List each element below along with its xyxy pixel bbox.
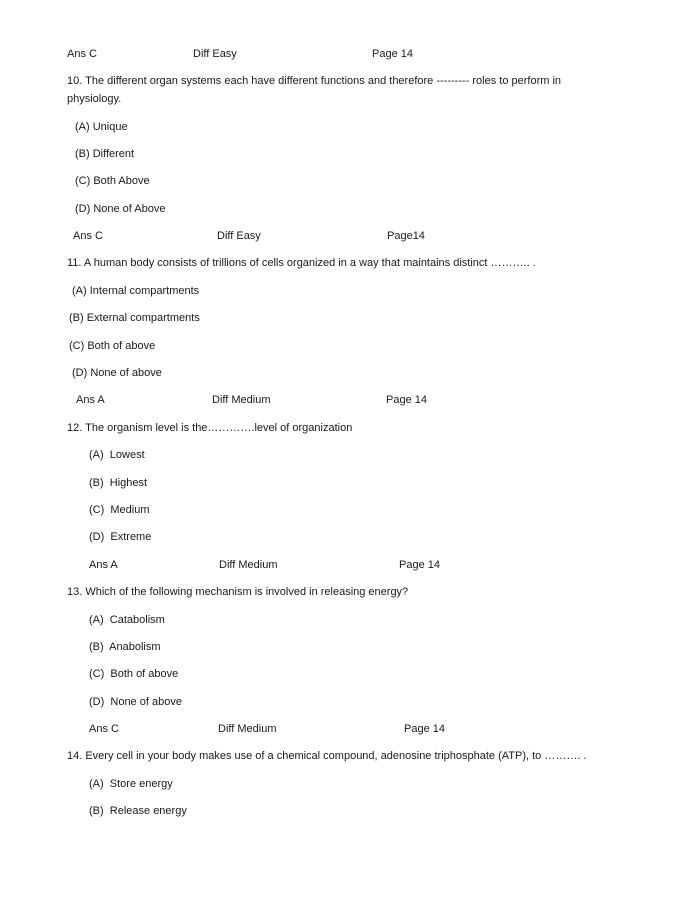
option-a: (A) Internal compartments — [72, 285, 200, 297]
page-ref: Page14 — [387, 230, 425, 242]
option-a: (A) Lowest — [89, 449, 145, 461]
answer: Ans C — [67, 48, 97, 60]
page-ref: Page 14 — [404, 723, 445, 735]
option-d: (D) None of above — [72, 367, 162, 379]
option-d: (D) Extreme — [89, 531, 152, 543]
page-ref: Page 14 — [372, 48, 413, 60]
question-text: 14. Every cell in your body makes use of a chemical compound, adenosine triphosphate (ATP), to ………. . — [67, 750, 587, 762]
option-a: (A) Store energy — [89, 778, 173, 790]
page-ref: Page 14 — [386, 394, 427, 406]
answer: Ans A — [89, 559, 118, 571]
question-text: 13. Which of the following mechanism is involved in releasing energy? — [67, 586, 409, 598]
option-a: (A) Unique — [75, 121, 128, 133]
difficulty: Diff Easy — [193, 48, 237, 60]
question-text: 11. A human body consists of trillions of cells organized in a way that maintains distinct ……….. . — [67, 257, 536, 269]
option-b: (B) Highest — [89, 477, 148, 489]
difficulty: Diff Medium — [212, 394, 271, 406]
answer: Ans C — [89, 723, 119, 735]
option-b: (B) Anabolism — [89, 641, 161, 653]
difficulty: Diff Medium — [218, 723, 277, 735]
option-d: (D) None of above — [89, 696, 182, 708]
option-d: (D) None of Above — [75, 203, 166, 215]
question-text: 10. The different organ systems each have different functions and therefore --------- roles to perform in — [67, 75, 562, 87]
option-c: (C) Medium — [89, 504, 150, 516]
option-b: (B) External compartments — [69, 312, 200, 324]
option-b: (B) Different — [75, 148, 135, 160]
option-c: (C) Both of above — [69, 340, 156, 352]
answer: Ans A — [76, 394, 105, 406]
difficulty: Diff Easy — [217, 230, 261, 242]
question-text: 12. The organism level is the………….level of organization — [67, 422, 353, 434]
difficulty: Diff Medium — [219, 559, 278, 571]
page-ref: Page 14 — [399, 559, 440, 571]
option-b: (B) Release energy — [89, 805, 187, 817]
option-c: (C) Both of above — [89, 668, 179, 680]
question-text-cont: physiology. — [67, 93, 122, 105]
option-a: (A) Catabolism — [89, 614, 165, 626]
option-c: (C) Both Above — [75, 175, 150, 187]
answer: Ans C — [73, 230, 103, 242]
